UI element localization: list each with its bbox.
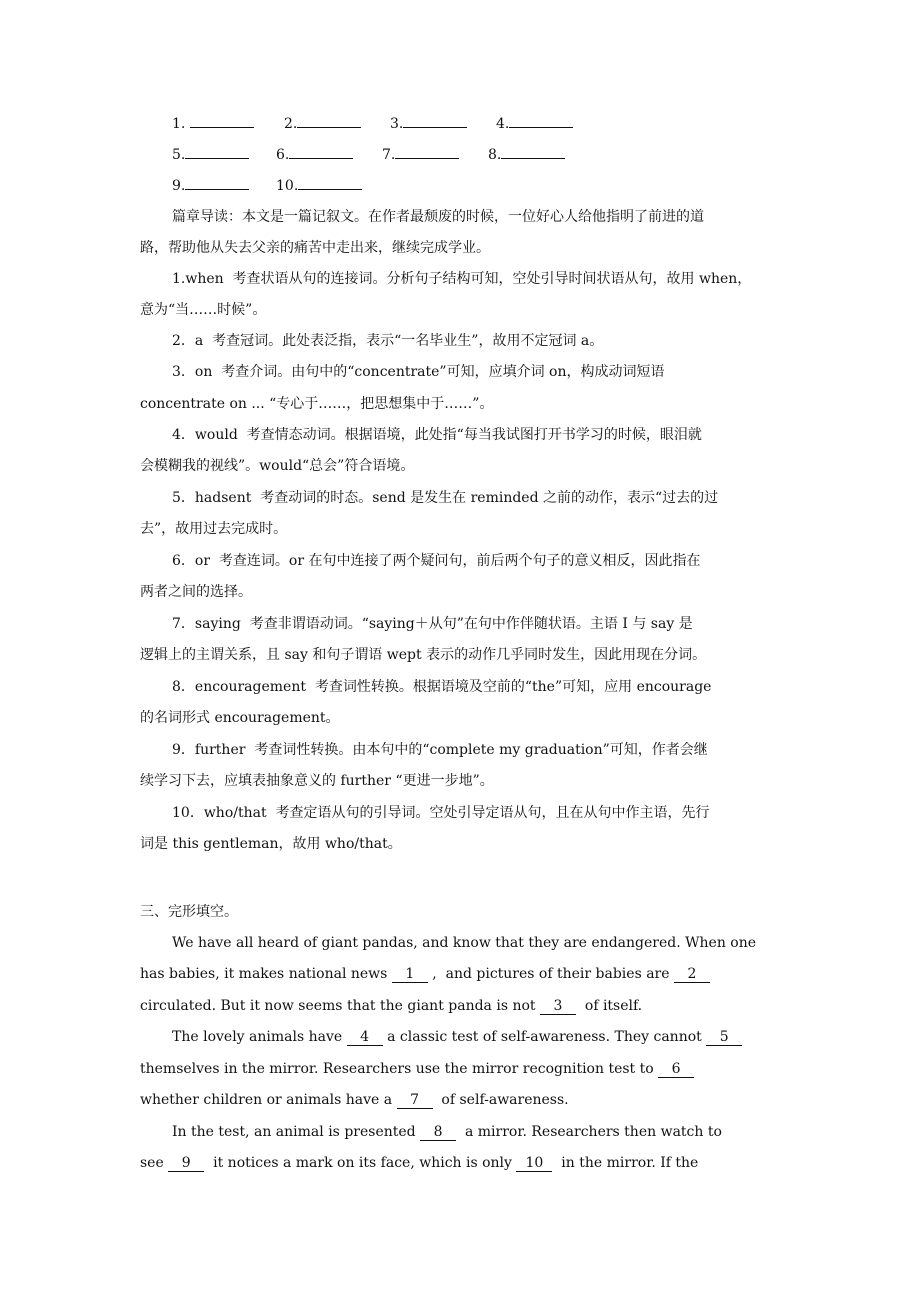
- answer-5-line-2: 去”，故用过去完成时。: [140, 521, 288, 537]
- answer-7-line-1: 7．saying 考查非谓语动词。“saying＋从句”在句中作伴随状语。主语 I 与 say 是: [172, 616, 693, 632]
- answer-6-line-2: 两者之间的选择。: [140, 584, 252, 600]
- blank-item: 10.: [276, 171, 362, 202]
- cloze-p2-line-3: whether children or animals have a 7 of self-awareness.: [140, 1092, 569, 1108]
- answer-blank: [403, 113, 467, 128]
- answer-3-line-2: concentrate on ... “专心于……，把思想集中于……”。: [140, 396, 494, 412]
- answer-8-line-1: 8．encouragement 考查词性转换。根据语境及空前的“the”可知，应用 encourage: [172, 679, 712, 695]
- answer-blank: [185, 175, 249, 190]
- cloze-p2-line-1: The lovely animals have 4 a classic test of self-awareness. They cannot 5: [172, 1022, 742, 1053]
- answer-blank: [297, 113, 361, 128]
- answer-3-line-1: 3．on 考查介词。由句中的“concentrate”可知，应填介词 on，构成动词短语: [172, 364, 665, 380]
- cloze-p1-line-1: We have all heard of giant pandas, and know that they are endangered. When one: [172, 935, 757, 951]
- answer-8-line-2: 的名词形式 encouragement。: [140, 710, 340, 726]
- answer-blank: [509, 113, 573, 128]
- cloze-p3-line-2: see 9 it notices a mark on its face, which is only 10 in the mirror. If the: [140, 1155, 699, 1171]
- blank-item: 4.: [496, 109, 573, 140]
- cloze-blank-9: 9: [168, 1155, 204, 1172]
- answer-blank: [190, 113, 254, 128]
- cloze-blank-3: 3: [540, 998, 576, 1015]
- blank-item: 8.: [488, 140, 565, 171]
- blank-item: 6.: [276, 140, 353, 171]
- guide-line-1: 篇章导读：本文是一篇记叙文。在作者最颓废的时候，一位好心人给他指明了前进的道: [172, 209, 704, 225]
- cloze-p2-line-2: themselves in the mirror. Researchers use the mirror recognition test to 6: [140, 1054, 694, 1085]
- cloze-blank-7: 7: [397, 1092, 433, 1109]
- cloze-blank-10: 10: [516, 1155, 552, 1172]
- blank-item: 1.: [172, 109, 254, 140]
- cloze-blank-6: 6: [658, 1061, 694, 1078]
- answer-1-line-2: 意为“当……时候”。: [140, 302, 267, 318]
- section-title: 三、完形填空。: [140, 904, 238, 920]
- cloze-p1-line-3: circulated. But it now seems that the giant panda is not 3 of itself.: [140, 998, 643, 1014]
- blank-item: 5.: [172, 140, 249, 171]
- guide-line-2: 路，帮助他从失去父亲的痛苦中走出来，继续完成学业。: [140, 240, 490, 256]
- answer-9-line-1: 9．further 考查词性转换。由本句中的“complete my graduation”可知，作者会继: [172, 742, 708, 758]
- cloze-blank-4: 4: [347, 1029, 383, 1046]
- cloze-p3-line-1: In the test, an animal is presented 8 a mirror. Researchers then watch to: [172, 1124, 722, 1140]
- cloze-blank-5: 5: [706, 1029, 742, 1046]
- answer-9-line-2: 续学习下去，应填表抽象意义的 further “更进一步地”。: [140, 773, 494, 789]
- blank-item: 2.: [284, 109, 361, 140]
- cloze-blank-1: 1: [392, 966, 428, 983]
- answer-1-line-1: 1.when 考查状语从句的连接词。分析句子结构可知，空处引导时间状语从句，故用 when，: [172, 271, 752, 287]
- answer-7-line-2: 逻辑上的主谓关系，且 say 和句子谓语 wept 表示的动作几乎同时发生，因此用现在分词。: [140, 647, 707, 663]
- answer-6-line-1: 6．or 考查连词。or 在句中连接了两个疑问句，前后两个句子的意义相反，因此指在: [172, 553, 701, 569]
- answer-10-line-2: 词是 this gentleman，故用 who/that。: [140, 836, 402, 852]
- answer-blank: [185, 144, 249, 159]
- answer-blank: [501, 144, 565, 159]
- cloze-blank-2: 2: [674, 966, 710, 983]
- answer-blank: [289, 144, 353, 159]
- blank-item: 3.: [390, 109, 467, 140]
- answer-10-line-1: 10．who/that 考查定语从句的引导词。空处引导定语从句，且在从句中作主语，先行: [172, 805, 710, 821]
- answer-blank: [298, 175, 362, 190]
- cloze-p1-line-2: has babies, it makes national news 1 , and pictures of their babies are 2: [140, 959, 710, 990]
- answer-5-line-1: 5．hadsent 考查动词的时态。send 是发生在 reminded 之前的动作，表示“过去的过: [172, 490, 719, 506]
- blank-item: 7.: [382, 140, 459, 171]
- answer-2-line-1: 2．a 考查冠词。此处表泛指，表示“一名毕业生”，故用不定冠词 a。: [172, 333, 604, 349]
- cloze-blank-8: 8: [420, 1124, 456, 1141]
- answer-4-line-1: 4．would 考查情态动词。根据语境，此处指“每当我试图打开书学习的时候，眼泪就: [172, 427, 702, 443]
- blank-item: 9.: [172, 171, 249, 202]
- answer-blank: [395, 144, 459, 159]
- answer-4-line-2: 会模糊我的视线”。would“总会”符合语境。: [140, 458, 415, 474]
